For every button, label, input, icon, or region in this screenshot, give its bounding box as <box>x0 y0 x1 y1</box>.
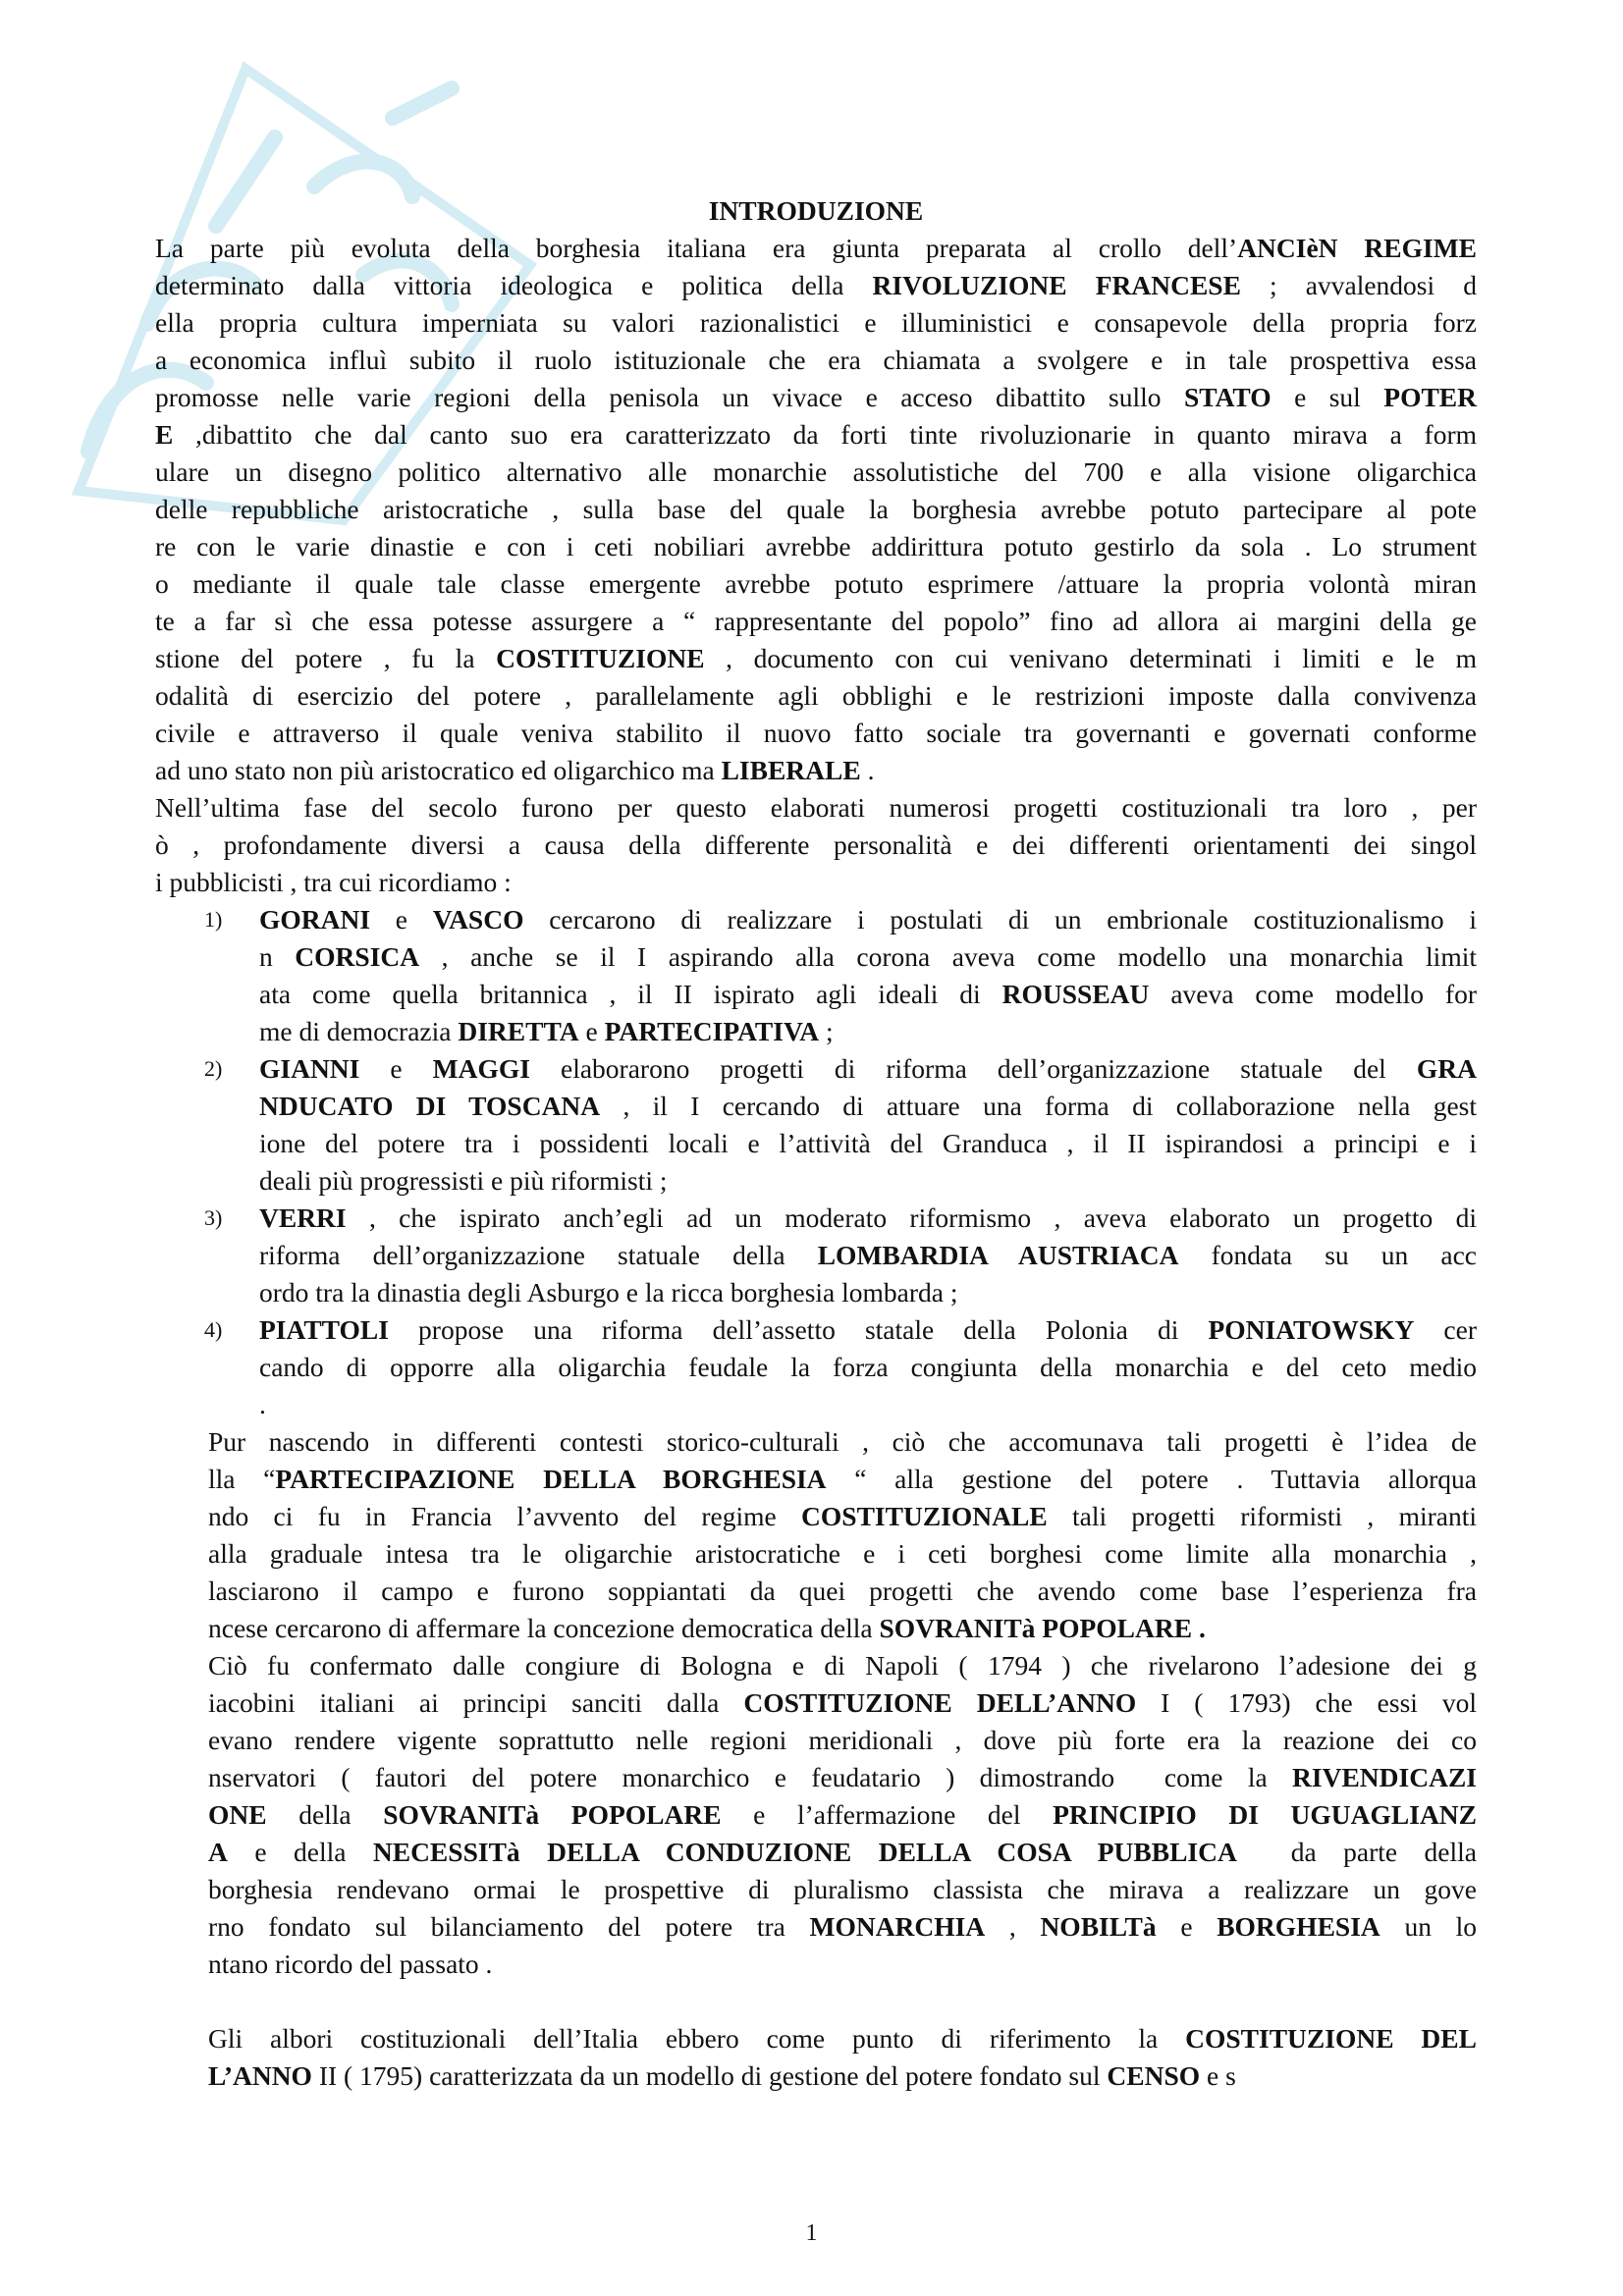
bold-term: GIANNI <box>259 1053 360 1084</box>
text-line: La parte più evoluta della borghesia italiana era giunta preparata al crollo dell’ANCIèN REGIME <box>155 233 1477 263</box>
text-line: alla graduale intesa tra le oligarchie aristocratiche e i ceti borghesi come limite alla monarchia , <box>208 1538 1477 1569</box>
text-line: deali più progressisti e più riformisti ; <box>259 1165 668 1196</box>
bold-term: PONIATOWSKY <box>1208 1314 1415 1345</box>
text-line: nservatori ( fautori del potere monarchico e feudatario ) dimostrando come la RIVENDICAZI <box>208 1762 1477 1792</box>
text-line: A e della NECESSITà DELLA CONDUZIONE DELLA COSA PUBBLICA da parte della <box>208 1837 1478 1867</box>
text-line: ata come quella britannica , il II ispirato agli ideali di ROUSSEAU aveva come modello for <box>259 979 1477 1009</box>
text-line: civile e attraverso il quale veniva stabilito il nuovo fatto sociale tra governanti e governati conforme <box>155 718 1477 748</box>
bold-term: BORGHESIA <box>1217 1911 1380 1942</box>
bold-term: COSTITUZIONALE <box>801 1501 1048 1531</box>
document-page <box>155 192 1477 2095</box>
bold-term: MAGGI <box>432 1053 530 1084</box>
bold-term: SOVRANITà POPOLARE . <box>879 1613 1206 1643</box>
text-line: riforma dell’organizzazione statuale della LOMBARDIA AUSTRIACA fondata su un acc <box>259 1240 1478 1270</box>
text-line: Gli albori costituzionali dell’Italia ebbero come punto di riferimento la COSTITUZIONE DEL <box>208 2023 1477 2054</box>
bold-term: NDUCATO DI TOSCANA <box>259 1091 601 1121</box>
text-line: n CORSICA , anche se il I aspirando alla corona aveva come modello una monarchia limit <box>259 941 1477 972</box>
text-line: ione del potere tra i possidenti locali e l’attività del Granduca , il II ispirandosi a principi e i <box>259 1128 1477 1158</box>
text-line: ò , profondamente diversi a causa della differente personalità e dei differenti orientamenti dei singol <box>155 829 1477 860</box>
text-line: ncese cercarono di affermare la concezione democratica della SOVRANITà POPOLARE . <box>208 1613 1206 1643</box>
bold-term: E <box>155 419 174 450</box>
text-line: Nell’ultima fase del secolo furono per questo elaborati numerosi progetti costituzionali tra loro , per <box>155 792 1477 823</box>
text-line: ella propria cultura imperniata su valori razionalistici e illuministici e consapevole della propria forz <box>155 307 1477 338</box>
bold-term: LOMBARDIA AUSTRIACA <box>817 1240 1179 1270</box>
bold-term: NOBILTà <box>1040 1911 1157 1942</box>
text-line: odalità di esercizio del potere , parallelamente agli obblighi e le restrizioni imposte dalla convivenza <box>155 680 1477 711</box>
bold-term: STATO <box>1183 382 1271 412</box>
text-line: ntano ricordo del passato . <box>208 1949 493 1979</box>
text-line: o mediante il quale tale classe emergente avrebbe potuto esprimere /attuare la propria volontà miran <box>155 568 1477 599</box>
bold-term: POTER <box>1383 382 1477 412</box>
bold-term: COSTITUZIONE DELL’ANNO <box>743 1687 1137 1718</box>
text-line: . <box>259 1389 266 1419</box>
bold-term: SOVRANITà POPOLARE <box>383 1799 722 1830</box>
bold-term: VASCO <box>432 904 524 934</box>
text-line: lasciarono il campo e furono soppiantati da quei progetti che avendo come base l’esperienza fra <box>208 1575 1477 1606</box>
text-line: re con le varie dinastie e con i ceti nobiliari avrebbe addirittura potuto gestirlo da sola . Lo strument <box>155 531 1477 561</box>
text-line: L’ANNO II ( 1795) caratterizzata da un modello di gestione del potere fondato sul CENSO e s <box>208 2060 1236 2091</box>
list-number: 3) <box>204 1205 223 1230</box>
bold-term: A <box>208 1837 228 1867</box>
list-number: 2) <box>204 1056 223 1081</box>
text-line: rno fondato sul bilanciamento del potere tra MONARCHIA , NOBILTà e BORGHESIA un lo <box>208 1911 1477 1942</box>
text-line: NDUCATO DI TOSCANA , il I cercando di attuare una forma di collaborazione nella gest <box>259 1091 1477 1121</box>
bold-term: RIVOLUZIONE FRANCESE <box>872 270 1241 300</box>
bold-term: PARTECIPAZIONE DELLA BORGHESIA <box>275 1464 827 1494</box>
text-line: me di democrazia DIRETTA e PARTECIPATIVA ; <box>259 1016 834 1046</box>
text-line: Pur nascendo in differenti contesti storico-culturali , ciò che accomunava tali progetti è l’idea de <box>208 1426 1477 1457</box>
bold-term: VERRI <box>259 1202 347 1233</box>
text-line: te a far sì che essa potesse assurgere a “ rappresentante del popolo” fino ad allora ai margini della ge <box>155 606 1477 636</box>
bold-term: NECESSITà DELLA CONDUZIONE DELLA COSA PUBBLICA <box>372 1837 1237 1867</box>
text-line: promosse nelle varie regioni della penisola un vivace e acceso dibattito sullo STATO e sul POTER <box>155 382 1477 412</box>
text-line: a economica influì subito il ruolo istituzionale che era chiamata a svolgere e in tale prospettiva essa <box>155 345 1477 375</box>
text-line: 3) VERRI , che ispirato anch’egli ad un moderato riformismo , aveva elaborato un progetto di <box>155 1200 1477 1237</box>
text-line: E ,dibattito che dal canto suo era caratterizzato da forti tinte rivoluzionarie in quanto mirava a form <box>155 419 1477 450</box>
list-number: 4) <box>204 1317 223 1342</box>
paragraph-spacer <box>155 1983 1477 2020</box>
text-line: stione del potere , fu la COSTITUZIONE , documento con cui venivano determinati i limiti e le m <box>155 643 1477 673</box>
text-line: ONE della SOVRANITà POPOLARE e l’affermazione del PRINCIPIO DI UGUAGLIANZ <box>208 1799 1478 1830</box>
text-line: ordo tra la dinastia degli Asburgo e la ricca borghesia lombarda ; <box>259 1277 958 1308</box>
text-line: delle repubbliche aristocratiche , sulla base del quale la borghesia avrebbe potuto partecipare al pote <box>155 494 1477 524</box>
list-number: 1) <box>204 907 223 932</box>
text-line: 4) PIATTOLI propose una riforma dell’assetto statale della Polonia di PONIATOWSKY cer <box>155 1311 1477 1349</box>
bold-term: CENSO <box>1107 2060 1201 2091</box>
bold-term: ROUSSEAU <box>1001 979 1150 1009</box>
bold-term: L’ANNO <box>208 2060 312 2091</box>
bold-term: LIBERALE <box>721 755 861 785</box>
bold-term: GORANI <box>259 904 371 934</box>
bold-term: CORSICA <box>295 941 420 972</box>
bold-term: PARTECIPATIVA <box>604 1016 820 1046</box>
bold-term: PIATTOLI <box>259 1314 389 1345</box>
page-title: INTRODUZIONE <box>708 195 924 226</box>
text-line: determinato dalla vittoria ideologica e politica della RIVOLUZIONE FRANCESE ; avvalendosi d <box>155 270 1477 300</box>
text-line: lla “PARTECIPAZIONE DELLA BORGHESIA “ alla gestione del potere . Tuttavia allorqua <box>208 1464 1477 1494</box>
text-line: 1) GORANI e VASCO cercarono di realizzare i postulati di un embrionale costituzionalismo i <box>155 901 1477 938</box>
text-line: borghesia rendevano ormai le prospettive di pluralismo classista che mirava a realizzare un gove <box>208 1874 1477 1904</box>
bold-term: ANCIèN REGIME <box>1237 233 1477 263</box>
page-number: 1 <box>805 2220 818 2246</box>
text-line: ulare un disegno politico alternativo alle monarchie assolutistiche del 700 e alla visione oligarchica <box>155 456 1477 487</box>
document-body <box>155 230 1477 2095</box>
text-line: cando di opporre alla oligarchia feudale la forza congiunta della monarchia e del ceto medio <box>259 1352 1477 1382</box>
bold-term: DIRETTA <box>458 1016 579 1046</box>
bold-term: ONE <box>208 1799 267 1830</box>
bold-term: PRINCIPIO DI UGUAGLIANZ <box>1053 1799 1478 1830</box>
bold-term: MONARCHIA <box>809 1911 986 1942</box>
text-line: iacobini italiani ai principi sanciti dalla COSTITUZIONE DELL’ANNO I ( 1793) che essi vol <box>208 1687 1478 1718</box>
bold-term: RIVENDICAZI <box>1292 1762 1477 1792</box>
bold-term: COSTITUZIONE <box>496 643 705 673</box>
text-line: ad uno stato non più aristocratico ed oligarchico ma LIBERALE . <box>155 755 875 785</box>
text-line: evano rendere vigente soprattutto nelle regioni meridionali , dove più forte era la reazione dei co <box>208 1725 1477 1755</box>
text-line: 2) GIANNI e MAGGI elaborarono progetti di riforma dell’organizzazione statuale del GRA <box>155 1050 1477 1088</box>
bold-term: GRA <box>1416 1053 1477 1084</box>
bold-term: COSTITUZIONE DEL <box>1185 2023 1477 2054</box>
text-line: i pubblicisti , tra cui ricordiamo : <box>155 867 512 897</box>
text-line: Ciò fu confermato dalle congiure di Bologna e di Napoli ( 1794 ) che rivelarono l’adesione dei g <box>208 1650 1477 1681</box>
text-line: ndo ci fu in Francia l’avvento del regime COSTITUZIONALE tali progetti riformisti , miranti <box>208 1501 1477 1531</box>
